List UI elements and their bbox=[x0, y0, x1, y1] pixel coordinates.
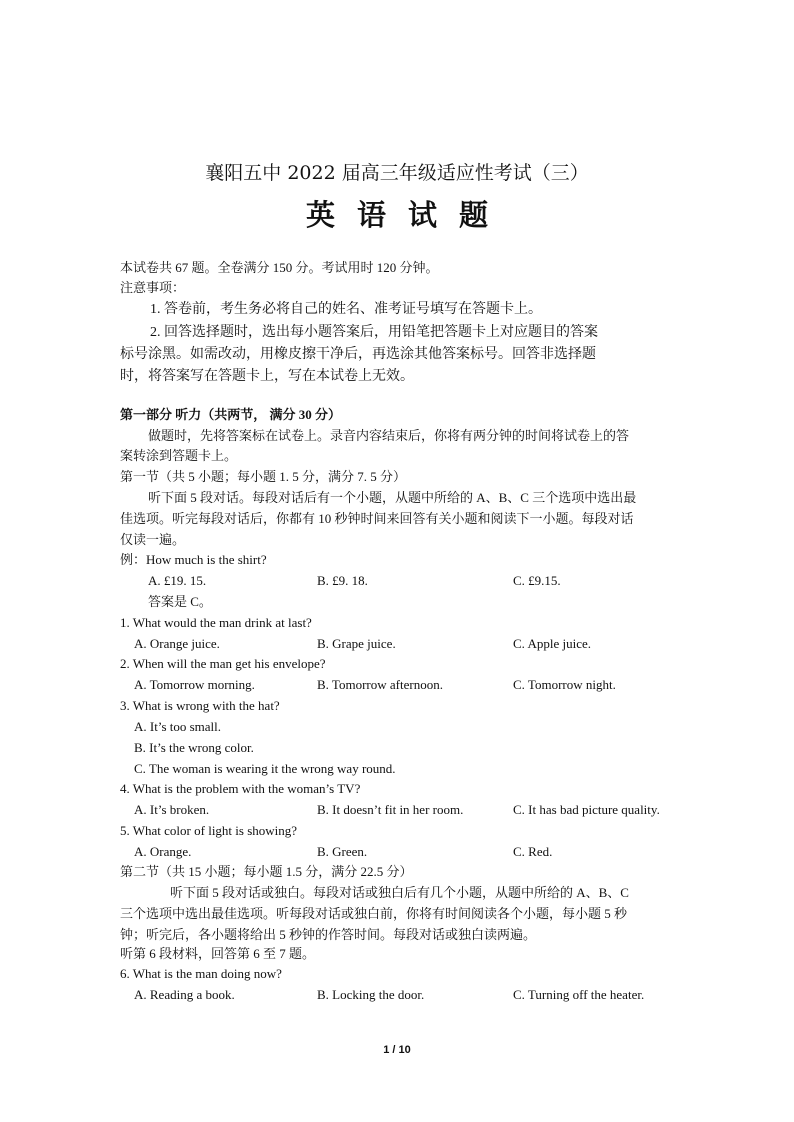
question-2-option-c: C. Tomorrow night. bbox=[513, 677, 616, 692]
question-4-option-b: B. It doesn’t fit in her room. bbox=[317, 802, 464, 817]
section2-instruction-line3: 钟；听完后，各小题将给出 5 秒钟的作答时间。每段对话或独白读两遍。 bbox=[120, 927, 537, 942]
question-6-option-b: B. Locking the door. bbox=[317, 987, 425, 1002]
section2-heading: 第二节（共 15 小题；每小题 1.5 分，满分 22.5 分） bbox=[120, 864, 413, 879]
question-6-option-a: A. Reading a book. bbox=[134, 987, 235, 1002]
example-option-a: A. £19. 15. bbox=[148, 573, 207, 588]
question-6-option-c: C. Turning off the heater. bbox=[513, 987, 645, 1002]
section2-instruction-line1: 听下面 5 段对话或独白。每段对话或独白后有几个小题，从题中所给的 A、B、C bbox=[170, 885, 629, 900]
question-4-option-a: A. It’s broken. bbox=[134, 802, 210, 817]
question-3-option-a: A. It’s too small. bbox=[134, 719, 222, 734]
question-3: 3. What is wrong with the hat? bbox=[120, 698, 280, 713]
question-3-option-b: B. It’s the wrong color. bbox=[134, 740, 254, 755]
part1-instruction-line1: 做题时，先将答案标在试卷上。录音内容结束后，你将有两分钟的时间将试卷上的答 bbox=[148, 428, 630, 443]
example-option-b: B. £9. 18. bbox=[317, 573, 368, 588]
question-6: 6. What is the man doing now? bbox=[120, 966, 282, 981]
question-2: 2. When will the man get his envelope? bbox=[120, 656, 326, 671]
notice-item-2-line1: 2. 回答选择题时，选出每小题答案后，用铅笔把答题卡上对应题目的答案 bbox=[150, 325, 598, 340]
page-number: 1 / 10 bbox=[383, 1044, 411, 1056]
example-option-c: C. £9.15. bbox=[513, 573, 561, 588]
question-1-option-b: B. Grape juice. bbox=[317, 636, 396, 651]
question-2-option-b: B. Tomorrow afternoon. bbox=[317, 677, 443, 692]
question-5-option-c: C. Red. bbox=[513, 844, 553, 859]
part1-instruction-line2: 案转涂到答题卡上。 bbox=[120, 448, 238, 463]
example-answer: 答案是 C。 bbox=[148, 594, 212, 609]
question-5-option-b: B. Green. bbox=[317, 844, 368, 859]
notice-item-2-line3: 时，将答案写在答题卡上，写在本试卷上无效。 bbox=[120, 369, 414, 384]
example-question: 例：How much is the shirt? bbox=[120, 552, 267, 567]
exam-summary: 本试卷共 67 题。全卷满分 150 分。考试用时 120 分钟。 bbox=[120, 260, 439, 275]
question-1-option-c: C. Apple juice. bbox=[513, 636, 591, 651]
exam-subject: 英语试题 bbox=[305, 198, 510, 232]
question-1: 1. What would the man drink at last? bbox=[120, 615, 312, 630]
question-5-option-a: A. Orange. bbox=[134, 844, 192, 859]
notice-item-1: 1. 答卷前，考生务必将自己的姓名、准考证号填写在答题卡上。 bbox=[150, 302, 542, 317]
exam-title: 襄阳五中 2022 届高三年级适应性考试（三） bbox=[205, 162, 589, 184]
question-5: 5. What color of light is showing? bbox=[120, 823, 298, 838]
section1-instruction-line2: 佳选项。听完每段对话后，你都有 10 秒钟时间来回答有关小题和阅读下一小题。每段对话 bbox=[120, 511, 634, 526]
question-2-option-a: A. Tomorrow morning. bbox=[134, 677, 255, 692]
section2-instruction-line2: 三个选项中选出最佳选项。听每段对话或独白前，你将有时间阅读各个小题，每小题 5 秒 bbox=[120, 906, 628, 921]
question-4: 4. What is the problem with the woman’s TV? bbox=[120, 781, 361, 796]
material-6-heading: 听第 6 段材料，回答第 6 至 7 题。 bbox=[120, 946, 316, 961]
notice-heading: 注意事项： bbox=[120, 280, 186, 295]
section1-instruction-line3: 仅读一遍。 bbox=[120, 532, 186, 547]
section1-heading: 第一节（共 5 小题；每小题 1. 5 分，满分 7. 5 分） bbox=[120, 469, 407, 484]
question-4-option-c: C. It has bad picture quality. bbox=[513, 802, 660, 817]
section1-instruction-line1: 听下面 5 段对话。每段对话后有一个小题，从题中所给的 A、B、C 三个选项中选出最 bbox=[148, 490, 637, 505]
part1-heading: 第一部分 听力（共两节， 满分 30 分） bbox=[120, 407, 342, 422]
notice-item-2-line2: 标号涂黑。如需改动，用橡皮擦干净后，再选涂其他答案标号。回答非选择题 bbox=[120, 347, 596, 362]
question-3-option-c: C. The woman is wearing it the wrong way round. bbox=[134, 761, 396, 776]
question-1-option-a: A. Orange juice. bbox=[134, 636, 220, 651]
